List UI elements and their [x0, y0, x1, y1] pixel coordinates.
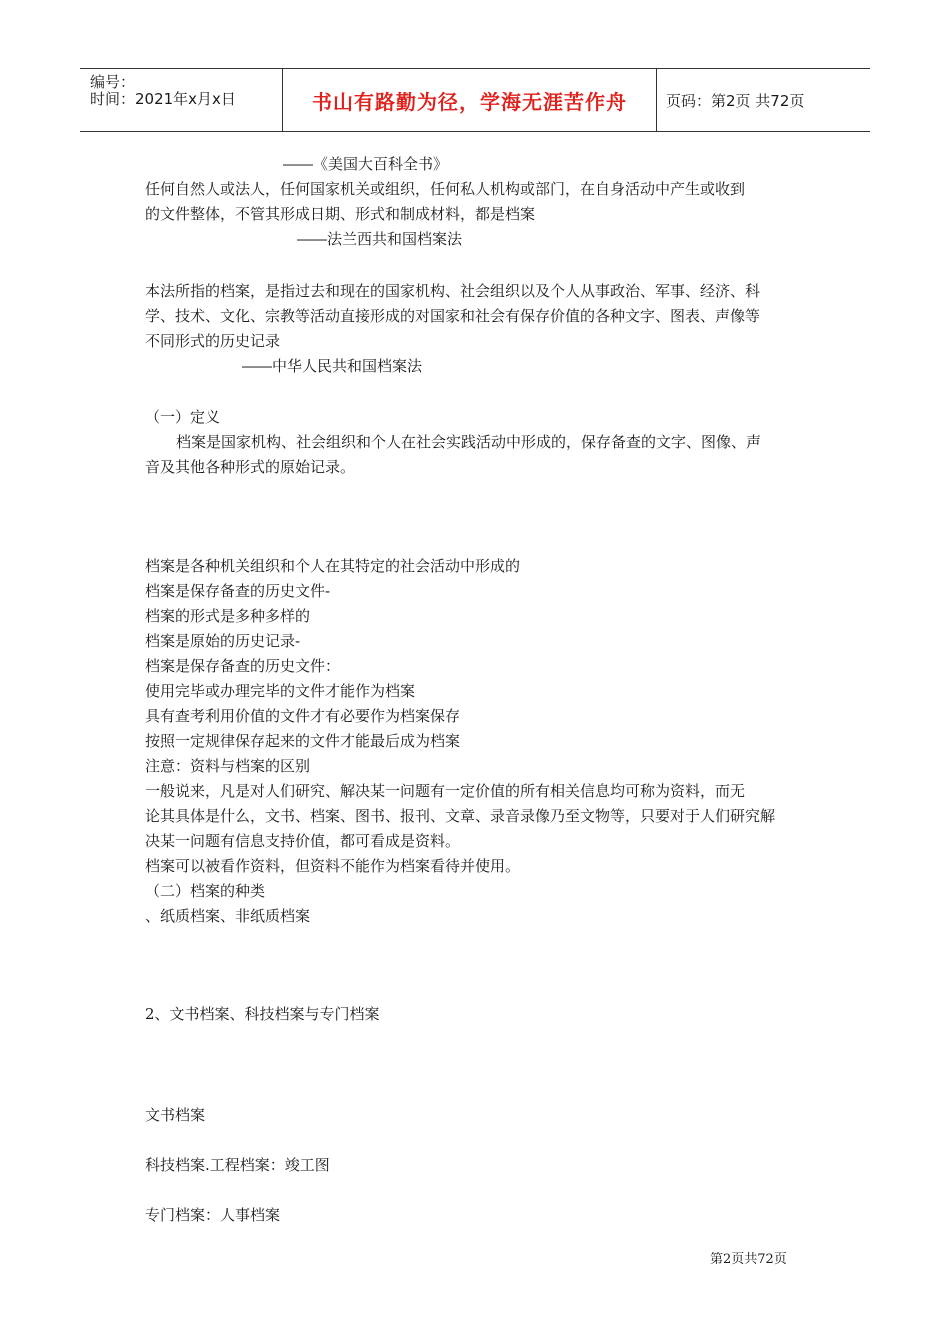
list-item: 档案是保存备查的历史文件-	[145, 582, 331, 600]
page-footer: 第2页共72页	[710, 1252, 787, 1267]
list-item: 、纸质档案、非纸质档案	[145, 907, 311, 925]
header-page-info: 页码：第2页 共72页	[666, 91, 805, 110]
header-time-label: 时间：2021年x月x日	[90, 90, 236, 108]
header-page-cell	[656, 69, 870, 131]
list-item: 使用完毕或办理完毕的文件才能作为档案	[145, 682, 416, 700]
paragraph-line: 论其具体是什么，文书、档案、图书、报刊、文章、录音录像乃至文物等，只要对于人们研究解	[145, 807, 776, 825]
list-item: 档案是各种机关组织和个人在其特定的社会活动中形成的	[145, 557, 521, 575]
paragraph-line: 音及其他各种形式的原始记录。	[145, 458, 356, 476]
section-heading-types: （二）档案的种类	[145, 882, 266, 900]
list-item: 档案是保存备查的历史文件：	[145, 657, 341, 675]
list-item: 按照一定规律保存起来的文件才能最后成为档案	[145, 732, 461, 750]
header-left-cell	[80, 69, 282, 131]
paragraph-line: 档案是国家机构、社会组织和个人在社会实践活动中形成的，保存备查的文字、图像、声	[176, 433, 762, 451]
header-motto-cell	[282, 69, 657, 131]
paragraph-line: 本法所指的档案，是指过去和现在的国家机构、社会组织以及个人从事政治、军事、经济、科	[145, 282, 761, 300]
paragraph-line: 的文件整体，不管其形成日期、形式和制成材料，都是档案	[145, 205, 536, 223]
list-item: 文书档案	[145, 1106, 206, 1124]
list-item: 具有查考利用价值的文件才有必要作为档案保存	[145, 707, 461, 725]
list-item: 专门档案：人事档案	[145, 1206, 281, 1224]
list-item: 档案的形式是多种多样的	[145, 607, 311, 625]
paragraph-line: 档案可以被看作资料，但资料不能作为档案看待并使用。	[145, 857, 521, 875]
paragraph-line: 学、技术、文化、宗教等活动直接形成的对国家和社会有保存价值的各种文字、图表、声像等	[145, 307, 761, 325]
list-item: 2、文书档案、科技档案与专门档案	[145, 1005, 380, 1023]
list-item: 科技档案.工程档案：竣工图	[145, 1156, 330, 1174]
list-item: 档案是原始的历史记录-	[145, 632, 301, 650]
header-motto: 书山有路勤为径，学海无涯苦作舟	[312, 89, 627, 114]
paragraph-line: 决某一问题有信息支持价值，都可看成是资料。	[145, 832, 461, 850]
note-heading: 注意：资料与档案的区别	[145, 757, 311, 775]
quote-source-encyclopedia: ――《美国大百科全书》	[283, 155, 449, 173]
paragraph-line: 不同形式的历史记录	[145, 332, 281, 350]
paragraph-line: 任何自然人或法人，任何国家机关或组织，任何私人机构或部门，在自身活动中产生或收到	[145, 180, 746, 198]
paragraph-line: 一般说来，凡是对人们研究、解决某一问题有一定价值的所有相关信息均可称为资料，而无	[145, 782, 746, 800]
section-heading-definition: （一）定义	[145, 408, 221, 426]
quote-source-france: ――法兰西共和国档案法	[297, 230, 463, 248]
header-number-label: 编号：	[90, 73, 136, 91]
quote-source-china: ――中华人民共和国档案法	[242, 357, 423, 375]
page-header	[80, 68, 870, 132]
